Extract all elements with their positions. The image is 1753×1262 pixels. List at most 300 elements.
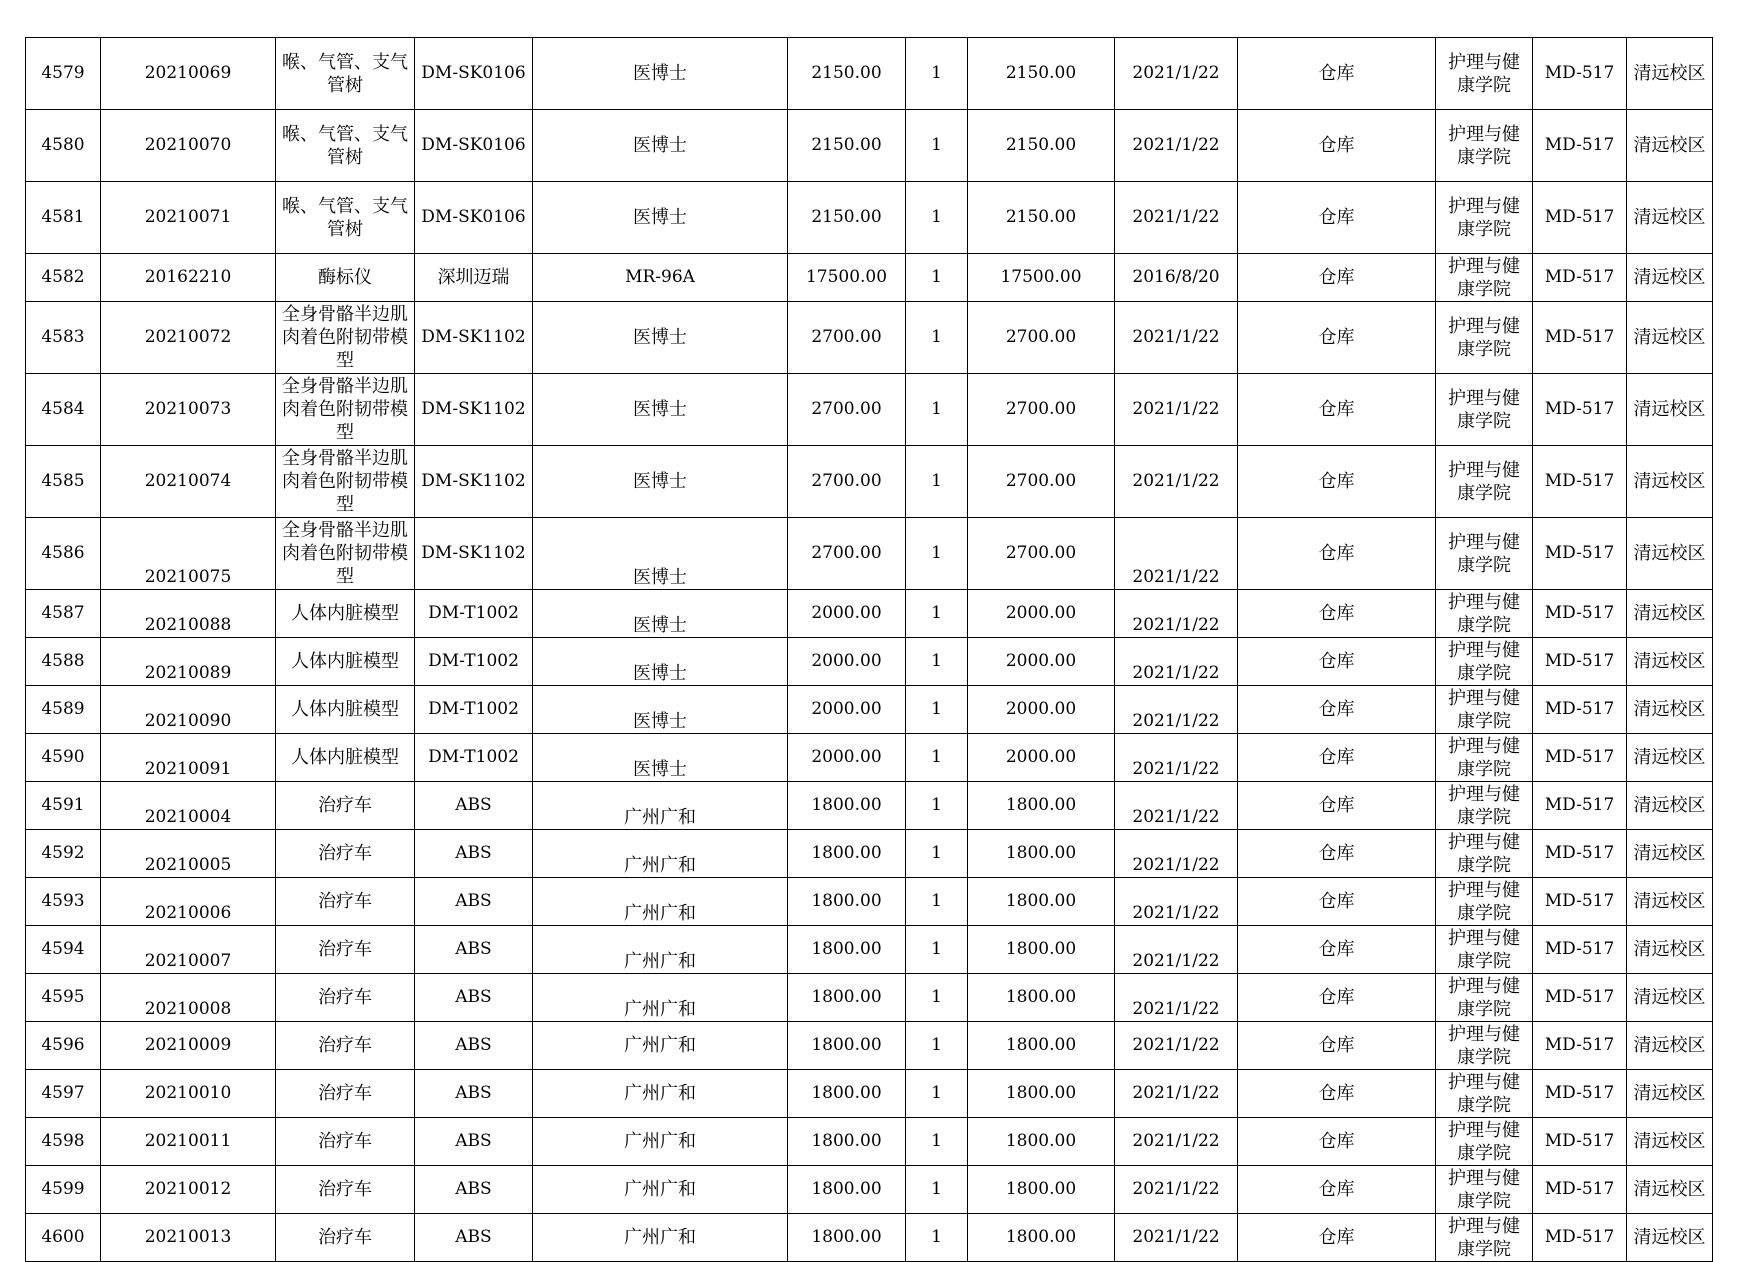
purchase-date-cell: 2021/1/22 bbox=[1115, 782, 1238, 830]
department-cell: 护理与健康学院 bbox=[1436, 1022, 1533, 1070]
row-number-cell: 4580 bbox=[26, 110, 101, 182]
table-row bbox=[26, 110, 1713, 182]
purchase-date-cell: 2021/1/22 bbox=[1115, 1214, 1238, 1262]
room-number-cell: MD-517 bbox=[1533, 1214, 1627, 1262]
department-cell: 护理与健康学院 bbox=[1436, 1166, 1533, 1214]
campus-cell: 清远校区 bbox=[1627, 926, 1713, 974]
table-row bbox=[26, 782, 1713, 830]
total-amount-cell: 2000.00 bbox=[968, 686, 1115, 734]
model-number-cell: DM-SK0106 bbox=[415, 38, 533, 110]
equipment-name-cell: 人体内脏模型 bbox=[276, 686, 415, 734]
total-amount-cell: 2150.00 bbox=[968, 110, 1115, 182]
unit-price-cell: 2000.00 bbox=[788, 590, 906, 638]
storage-location-cell: 仓库 bbox=[1238, 254, 1436, 302]
row-number-cell: 4581 bbox=[26, 182, 101, 254]
campus-cell: 清远校区 bbox=[1627, 1070, 1713, 1118]
table-row bbox=[26, 638, 1713, 686]
department-cell: 护理与健康学院 bbox=[1436, 878, 1533, 926]
room-number-cell: MD-517 bbox=[1533, 638, 1627, 686]
model-number-cell: ABS bbox=[415, 1118, 533, 1166]
purchase-date-cell: 2021/1/22 bbox=[1115, 110, 1238, 182]
department-cell: 护理与健康学院 bbox=[1436, 638, 1533, 686]
table-row bbox=[26, 254, 1713, 302]
model-number-cell: ABS bbox=[415, 1070, 533, 1118]
model-number-cell: ABS bbox=[415, 926, 533, 974]
room-number-cell: MD-517 bbox=[1533, 254, 1627, 302]
equipment-name-cell: 治疗车 bbox=[276, 1070, 415, 1118]
room-number-cell: MD-517 bbox=[1533, 782, 1627, 830]
unit-price-cell: 2150.00 bbox=[788, 182, 906, 254]
room-number-cell: MD-517 bbox=[1533, 1022, 1627, 1070]
total-amount-cell: 2000.00 bbox=[968, 590, 1115, 638]
manufacturer-cell: 医博士 bbox=[533, 110, 788, 182]
asset-code-cell: 20210011 bbox=[101, 1118, 276, 1166]
unit-price-cell: 1800.00 bbox=[788, 782, 906, 830]
department-cell: 护理与健康学院 bbox=[1436, 38, 1533, 110]
storage-location-cell: 仓库 bbox=[1238, 782, 1436, 830]
asset-code-cell: 20210004 bbox=[101, 782, 276, 830]
department-cell: 护理与健康学院 bbox=[1436, 1118, 1533, 1166]
equipment-name-cell: 治疗车 bbox=[276, 1166, 415, 1214]
unit-price-cell: 1800.00 bbox=[788, 926, 906, 974]
asset-code-cell: 20210088 bbox=[101, 590, 276, 638]
asset-code-cell: 20210073 bbox=[101, 374, 276, 446]
department-cell: 护理与健康学院 bbox=[1436, 254, 1533, 302]
purchase-date-cell: 2021/1/22 bbox=[1115, 302, 1238, 374]
model-number-cell: ABS bbox=[415, 1166, 533, 1214]
equipment-name-cell: 治疗车 bbox=[276, 926, 415, 974]
asset-code-cell: 20210009 bbox=[101, 1022, 276, 1070]
asset-code-cell: 20210089 bbox=[101, 638, 276, 686]
model-number-cell: ABS bbox=[415, 974, 533, 1022]
storage-location-cell: 仓库 bbox=[1238, 1070, 1436, 1118]
total-amount-cell: 2150.00 bbox=[968, 38, 1115, 110]
campus-cell: 清远校区 bbox=[1627, 446, 1713, 518]
unit-price-cell: 2150.00 bbox=[788, 110, 906, 182]
equipment-name-cell: 人体内脏模型 bbox=[276, 590, 415, 638]
equipment-name-cell: 全身骨骼半边肌肉着色附韧带模型 bbox=[276, 446, 415, 518]
department-cell: 护理与健康学院 bbox=[1436, 830, 1533, 878]
quantity-cell: 1 bbox=[906, 518, 968, 590]
table-row bbox=[26, 1166, 1713, 1214]
equipment-name-cell: 酶标仪 bbox=[276, 254, 415, 302]
storage-location-cell: 仓库 bbox=[1238, 926, 1436, 974]
quantity-cell: 1 bbox=[906, 1070, 968, 1118]
quantity-cell: 1 bbox=[906, 638, 968, 686]
purchase-date-cell: 2021/1/22 bbox=[1115, 638, 1238, 686]
campus-cell: 清远校区 bbox=[1627, 518, 1713, 590]
asset-code-cell: 20210070 bbox=[101, 110, 276, 182]
manufacturer-cell: 医博士 bbox=[533, 686, 788, 734]
purchase-date-cell: 2021/1/22 bbox=[1115, 1070, 1238, 1118]
manufacturer-cell: 医博士 bbox=[533, 446, 788, 518]
model-number-cell: DM-SK1102 bbox=[415, 518, 533, 590]
equipment-name-cell: 喉、气管、支气管树 bbox=[276, 38, 415, 110]
unit-price-cell: 1800.00 bbox=[788, 830, 906, 878]
unit-price-cell: 1800.00 bbox=[788, 1214, 906, 1262]
model-number-cell: ABS bbox=[415, 782, 533, 830]
total-amount-cell: 2000.00 bbox=[968, 638, 1115, 686]
quantity-cell: 1 bbox=[906, 782, 968, 830]
manufacturer-cell: 医博士 bbox=[533, 734, 788, 782]
asset-code-cell: 20210006 bbox=[101, 878, 276, 926]
department-cell: 护理与健康学院 bbox=[1436, 734, 1533, 782]
campus-cell: 清远校区 bbox=[1627, 1166, 1713, 1214]
purchase-date-cell: 2021/1/22 bbox=[1115, 974, 1238, 1022]
room-number-cell: MD-517 bbox=[1533, 1166, 1627, 1214]
row-number-cell: 4592 bbox=[26, 830, 101, 878]
campus-cell: 清远校区 bbox=[1627, 974, 1713, 1022]
unit-price-cell: 2700.00 bbox=[788, 374, 906, 446]
storage-location-cell: 仓库 bbox=[1238, 110, 1436, 182]
total-amount-cell: 2700.00 bbox=[968, 446, 1115, 518]
manufacturer-cell: 广州广和 bbox=[533, 1118, 788, 1166]
campus-cell: 清远校区 bbox=[1627, 374, 1713, 446]
purchase-date-cell: 2021/1/22 bbox=[1115, 830, 1238, 878]
campus-cell: 清远校区 bbox=[1627, 182, 1713, 254]
unit-price-cell: 2700.00 bbox=[788, 302, 906, 374]
department-cell: 护理与健康学院 bbox=[1436, 446, 1533, 518]
campus-cell: 清远校区 bbox=[1627, 638, 1713, 686]
model-number-cell: DM-T1002 bbox=[415, 734, 533, 782]
department-cell: 护理与健康学院 bbox=[1436, 374, 1533, 446]
asset-code-cell: 20210074 bbox=[101, 446, 276, 518]
storage-location-cell: 仓库 bbox=[1238, 734, 1436, 782]
quantity-cell: 1 bbox=[906, 590, 968, 638]
room-number-cell: MD-517 bbox=[1533, 302, 1627, 374]
total-amount-cell: 1800.00 bbox=[968, 974, 1115, 1022]
table-row bbox=[26, 926, 1713, 974]
model-number-cell: ABS bbox=[415, 1022, 533, 1070]
row-number-cell: 4583 bbox=[26, 302, 101, 374]
room-number-cell: MD-517 bbox=[1533, 686, 1627, 734]
department-cell: 护理与健康学院 bbox=[1436, 974, 1533, 1022]
manufacturer-cell: 医博士 bbox=[533, 182, 788, 254]
manufacturer-cell: 医博士 bbox=[533, 638, 788, 686]
campus-cell: 清远校区 bbox=[1627, 110, 1713, 182]
department-cell: 护理与健康学院 bbox=[1436, 182, 1533, 254]
model-number-cell: ABS bbox=[415, 1214, 533, 1262]
manufacturer-cell: 广州广和 bbox=[533, 1022, 788, 1070]
department-cell: 护理与健康学院 bbox=[1436, 1070, 1533, 1118]
quantity-cell: 1 bbox=[906, 974, 968, 1022]
row-number-cell: 4587 bbox=[26, 590, 101, 638]
campus-cell: 清远校区 bbox=[1627, 686, 1713, 734]
equipment-name-cell: 治疗车 bbox=[276, 1118, 415, 1166]
table-row bbox=[26, 734, 1713, 782]
purchase-date-cell: 2021/1/22 bbox=[1115, 374, 1238, 446]
row-number-cell: 4596 bbox=[26, 1022, 101, 1070]
model-number-cell: DM-SK0106 bbox=[415, 182, 533, 254]
manufacturer-cell: 医博士 bbox=[533, 302, 788, 374]
manufacturer-cell: 广州广和 bbox=[533, 974, 788, 1022]
room-number-cell: MD-517 bbox=[1533, 974, 1627, 1022]
manufacturer-cell: 医博士 bbox=[533, 374, 788, 446]
purchase-date-cell: 2016/8/20 bbox=[1115, 254, 1238, 302]
total-amount-cell: 1800.00 bbox=[968, 1022, 1115, 1070]
room-number-cell: MD-517 bbox=[1533, 590, 1627, 638]
storage-location-cell: 仓库 bbox=[1238, 590, 1436, 638]
storage-location-cell: 仓库 bbox=[1238, 518, 1436, 590]
total-amount-cell: 1800.00 bbox=[968, 1214, 1115, 1262]
department-cell: 护理与健康学院 bbox=[1436, 782, 1533, 830]
campus-cell: 清远校区 bbox=[1627, 830, 1713, 878]
model-number-cell: DM-SK1102 bbox=[415, 446, 533, 518]
campus-cell: 清远校区 bbox=[1627, 302, 1713, 374]
quantity-cell: 1 bbox=[906, 302, 968, 374]
quantity-cell: 1 bbox=[906, 1022, 968, 1070]
total-amount-cell: 2000.00 bbox=[968, 734, 1115, 782]
row-number-cell: 4600 bbox=[26, 1214, 101, 1262]
quantity-cell: 1 bbox=[906, 182, 968, 254]
table-row bbox=[26, 878, 1713, 926]
equipment-name-cell: 喉、气管、支气管树 bbox=[276, 182, 415, 254]
room-number-cell: MD-517 bbox=[1533, 446, 1627, 518]
storage-location-cell: 仓库 bbox=[1238, 374, 1436, 446]
row-number-cell: 4598 bbox=[26, 1118, 101, 1166]
room-number-cell: MD-517 bbox=[1533, 110, 1627, 182]
equipment-name-cell: 治疗车 bbox=[276, 830, 415, 878]
storage-location-cell: 仓库 bbox=[1238, 446, 1436, 518]
unit-price-cell: 2700.00 bbox=[788, 518, 906, 590]
manufacturer-cell: 广州广和 bbox=[533, 1214, 788, 1262]
storage-location-cell: 仓库 bbox=[1238, 302, 1436, 374]
equipment-name-cell: 人体内脏模型 bbox=[276, 638, 415, 686]
storage-location-cell: 仓库 bbox=[1238, 830, 1436, 878]
room-number-cell: MD-517 bbox=[1533, 734, 1627, 782]
purchase-date-cell: 2021/1/22 bbox=[1115, 734, 1238, 782]
table-row bbox=[26, 590, 1713, 638]
quantity-cell: 1 bbox=[906, 926, 968, 974]
campus-cell: 清远校区 bbox=[1627, 1118, 1713, 1166]
campus-cell: 清远校区 bbox=[1627, 878, 1713, 926]
quantity-cell: 1 bbox=[906, 110, 968, 182]
quantity-cell: 1 bbox=[906, 1118, 968, 1166]
manufacturer-cell: 广州广和 bbox=[533, 830, 788, 878]
row-number-cell: 4586 bbox=[26, 518, 101, 590]
row-number-cell: 4584 bbox=[26, 374, 101, 446]
table-row bbox=[26, 1214, 1713, 1262]
quantity-cell: 1 bbox=[906, 830, 968, 878]
row-number-cell: 4593 bbox=[26, 878, 101, 926]
storage-location-cell: 仓库 bbox=[1238, 1214, 1436, 1262]
manufacturer-cell: 广州广和 bbox=[533, 878, 788, 926]
unit-price-cell: 1800.00 bbox=[788, 974, 906, 1022]
asset-code-cell: 20210072 bbox=[101, 302, 276, 374]
storage-location-cell: 仓库 bbox=[1238, 1118, 1436, 1166]
model-number-cell: DM-T1002 bbox=[415, 590, 533, 638]
unit-price-cell: 1800.00 bbox=[788, 1070, 906, 1118]
table-row bbox=[26, 1118, 1713, 1166]
room-number-cell: MD-517 bbox=[1533, 518, 1627, 590]
room-number-cell: MD-517 bbox=[1533, 38, 1627, 110]
asset-code-cell: 20210008 bbox=[101, 974, 276, 1022]
quantity-cell: 1 bbox=[906, 374, 968, 446]
row-number-cell: 4591 bbox=[26, 782, 101, 830]
purchase-date-cell: 2021/1/22 bbox=[1115, 878, 1238, 926]
row-number-cell: 4595 bbox=[26, 974, 101, 1022]
row-number-cell: 4588 bbox=[26, 638, 101, 686]
model-number-cell: DM-T1002 bbox=[415, 638, 533, 686]
equipment-name-cell: 全身骨骼半边肌肉着色附韧带模型 bbox=[276, 518, 415, 590]
asset-code-cell: 20210005 bbox=[101, 830, 276, 878]
equipment-name-cell: 治疗车 bbox=[276, 974, 415, 1022]
row-number-cell: 4590 bbox=[26, 734, 101, 782]
total-amount-cell: 17500.00 bbox=[968, 254, 1115, 302]
model-number-cell: DM-SK1102 bbox=[415, 302, 533, 374]
campus-cell: 清远校区 bbox=[1627, 1022, 1713, 1070]
quantity-cell: 1 bbox=[906, 878, 968, 926]
table-row bbox=[26, 182, 1713, 254]
department-cell: 护理与健康学院 bbox=[1436, 926, 1533, 974]
equipment-name-cell: 治疗车 bbox=[276, 1022, 415, 1070]
room-number-cell: MD-517 bbox=[1533, 182, 1627, 254]
equipment-name-cell: 全身骨骼半边肌肉着色附韧带模型 bbox=[276, 374, 415, 446]
equipment-name-cell: 治疗车 bbox=[276, 782, 415, 830]
table-row bbox=[26, 38, 1713, 110]
model-number-cell: ABS bbox=[415, 830, 533, 878]
purchase-date-cell: 2021/1/22 bbox=[1115, 446, 1238, 518]
unit-price-cell: 2000.00 bbox=[788, 734, 906, 782]
unit-price-cell: 2000.00 bbox=[788, 638, 906, 686]
department-cell: 护理与健康学院 bbox=[1436, 686, 1533, 734]
asset-code-cell: 20162210 bbox=[101, 254, 276, 302]
campus-cell: 清远校区 bbox=[1627, 734, 1713, 782]
row-number-cell: 4579 bbox=[26, 38, 101, 110]
row-number-cell: 4597 bbox=[26, 1070, 101, 1118]
total-amount-cell: 1800.00 bbox=[968, 1070, 1115, 1118]
table-row bbox=[26, 1070, 1713, 1118]
manufacturer-cell: MR-96A bbox=[533, 254, 788, 302]
unit-price-cell: 1800.00 bbox=[788, 1166, 906, 1214]
campus-cell: 清远校区 bbox=[1627, 782, 1713, 830]
purchase-date-cell: 2021/1/22 bbox=[1115, 1118, 1238, 1166]
asset-code-cell: 20210012 bbox=[101, 1166, 276, 1214]
storage-location-cell: 仓库 bbox=[1238, 878, 1436, 926]
row-number-cell: 4582 bbox=[26, 254, 101, 302]
row-number-cell: 4594 bbox=[26, 926, 101, 974]
room-number-cell: MD-517 bbox=[1533, 374, 1627, 446]
storage-location-cell: 仓库 bbox=[1238, 686, 1436, 734]
purchase-date-cell: 2021/1/22 bbox=[1115, 926, 1238, 974]
table-row bbox=[26, 974, 1713, 1022]
room-number-cell: MD-517 bbox=[1533, 1070, 1627, 1118]
total-amount-cell: 2700.00 bbox=[968, 374, 1115, 446]
purchase-date-cell: 2021/1/22 bbox=[1115, 518, 1238, 590]
table-row bbox=[26, 518, 1713, 590]
table-row bbox=[26, 830, 1713, 878]
quantity-cell: 1 bbox=[906, 1166, 968, 1214]
purchase-date-cell: 2021/1/22 bbox=[1115, 1022, 1238, 1070]
purchase-date-cell: 2021/1/22 bbox=[1115, 38, 1238, 110]
storage-location-cell: 仓库 bbox=[1238, 1166, 1436, 1214]
inventory-table bbox=[25, 37, 1713, 1262]
table-row bbox=[26, 302, 1713, 374]
unit-price-cell: 2700.00 bbox=[788, 446, 906, 518]
storage-location-cell: 仓库 bbox=[1238, 638, 1436, 686]
quantity-cell: 1 bbox=[906, 734, 968, 782]
model-number-cell: 深圳迈瑞 bbox=[415, 254, 533, 302]
total-amount-cell: 2700.00 bbox=[968, 302, 1115, 374]
table-row bbox=[26, 1022, 1713, 1070]
manufacturer-cell: 医博士 bbox=[533, 590, 788, 638]
asset-code-cell: 20210010 bbox=[101, 1070, 276, 1118]
department-cell: 护理与健康学院 bbox=[1436, 518, 1533, 590]
unit-price-cell: 17500.00 bbox=[788, 254, 906, 302]
equipment-name-cell: 治疗车 bbox=[276, 1214, 415, 1262]
total-amount-cell: 2700.00 bbox=[968, 518, 1115, 590]
quantity-cell: 1 bbox=[906, 1214, 968, 1262]
model-number-cell: DM-T1002 bbox=[415, 686, 533, 734]
campus-cell: 清远校区 bbox=[1627, 1214, 1713, 1262]
total-amount-cell: 1800.00 bbox=[968, 782, 1115, 830]
purchase-date-cell: 2021/1/22 bbox=[1115, 1166, 1238, 1214]
unit-price-cell: 1800.00 bbox=[788, 1022, 906, 1070]
unit-price-cell: 2000.00 bbox=[788, 686, 906, 734]
row-number-cell: 4599 bbox=[26, 1166, 101, 1214]
asset-code-cell: 20210090 bbox=[101, 686, 276, 734]
asset-code-cell: 20210075 bbox=[101, 518, 276, 590]
quantity-cell: 1 bbox=[906, 254, 968, 302]
table-row bbox=[26, 446, 1713, 518]
room-number-cell: MD-517 bbox=[1533, 1118, 1627, 1166]
purchase-date-cell: 2021/1/22 bbox=[1115, 182, 1238, 254]
unit-price-cell: 1800.00 bbox=[788, 1118, 906, 1166]
table-row bbox=[26, 686, 1713, 734]
purchase-date-cell: 2021/1/22 bbox=[1115, 686, 1238, 734]
room-number-cell: MD-517 bbox=[1533, 878, 1627, 926]
row-number-cell: 4589 bbox=[26, 686, 101, 734]
campus-cell: 清远校区 bbox=[1627, 254, 1713, 302]
equipment-name-cell: 人体内脏模型 bbox=[276, 734, 415, 782]
table-row bbox=[26, 374, 1713, 446]
campus-cell: 清远校区 bbox=[1627, 38, 1713, 110]
quantity-cell: 1 bbox=[906, 38, 968, 110]
total-amount-cell: 1800.00 bbox=[968, 1166, 1115, 1214]
department-cell: 护理与健康学院 bbox=[1436, 110, 1533, 182]
department-cell: 护理与健康学院 bbox=[1436, 590, 1533, 638]
manufacturer-cell: 广州广和 bbox=[533, 1070, 788, 1118]
room-number-cell: MD-517 bbox=[1533, 830, 1627, 878]
asset-code-cell: 20210091 bbox=[101, 734, 276, 782]
total-amount-cell: 1800.00 bbox=[968, 926, 1115, 974]
room-number-cell: MD-517 bbox=[1533, 926, 1627, 974]
quantity-cell: 1 bbox=[906, 446, 968, 518]
asset-code-cell: 20210069 bbox=[101, 38, 276, 110]
equipment-name-cell: 喉、气管、支气管树 bbox=[276, 110, 415, 182]
equipment-name-cell: 全身骨骼半边肌肉着色附韧带模型 bbox=[276, 302, 415, 374]
quantity-cell: 1 bbox=[906, 686, 968, 734]
storage-location-cell: 仓库 bbox=[1238, 1022, 1436, 1070]
unit-price-cell: 1800.00 bbox=[788, 878, 906, 926]
campus-cell: 清远校区 bbox=[1627, 590, 1713, 638]
manufacturer-cell: 广州广和 bbox=[533, 926, 788, 974]
asset-code-cell: 20210007 bbox=[101, 926, 276, 974]
model-number-cell: DM-SK1102 bbox=[415, 374, 533, 446]
manufacturer-cell: 医博士 bbox=[533, 38, 788, 110]
storage-location-cell: 仓库 bbox=[1238, 974, 1436, 1022]
department-cell: 护理与健康学院 bbox=[1436, 302, 1533, 374]
department-cell: 护理与健康学院 bbox=[1436, 1214, 1533, 1262]
unit-price-cell: 2150.00 bbox=[788, 38, 906, 110]
total-amount-cell: 1800.00 bbox=[968, 878, 1115, 926]
asset-code-cell: 20210071 bbox=[101, 182, 276, 254]
purchase-date-cell: 2021/1/22 bbox=[1115, 590, 1238, 638]
storage-location-cell: 仓库 bbox=[1238, 182, 1436, 254]
model-number-cell: DM-SK0106 bbox=[415, 110, 533, 182]
manufacturer-cell: 医博士 bbox=[533, 518, 788, 590]
storage-location-cell: 仓库 bbox=[1238, 38, 1436, 110]
